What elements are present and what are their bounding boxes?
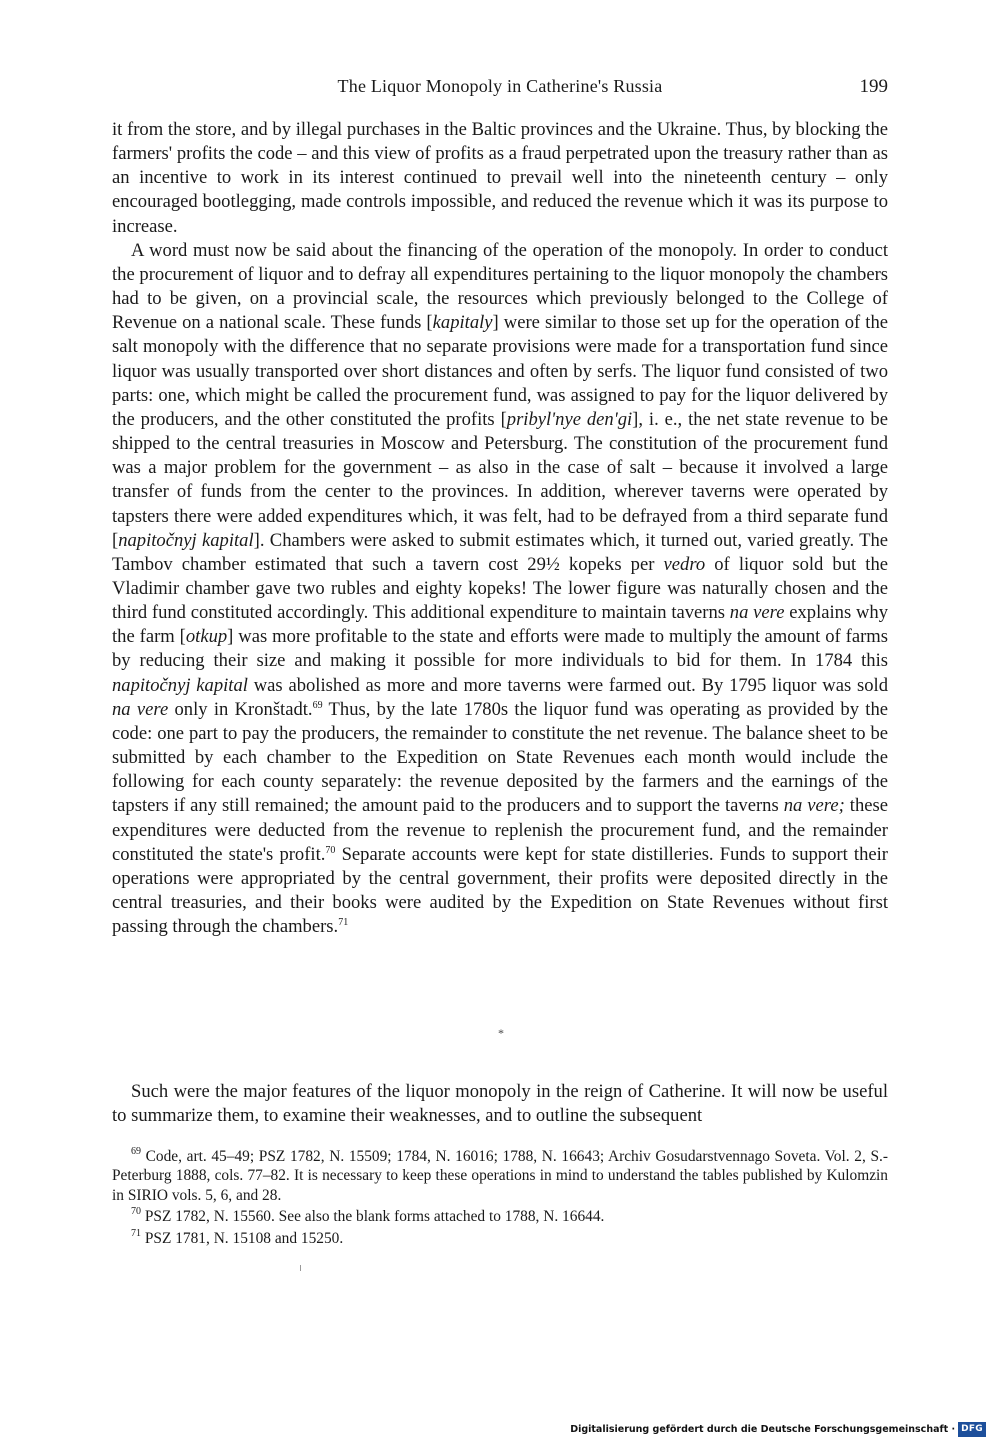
- text-run: these expenditures were deducted from the revenue to replenish the procurement fund, and the remainder constituted the state's profit.: [112, 795, 888, 865]
- russian-term: napitočnyj kapital: [118, 529, 254, 551]
- russian-term: pribyl'nye den'gi: [506, 408, 633, 430]
- text-run: ]. Chambers were asked to submit estimates which, it turned out, varied greatly. The Tambov chamber estimated that such a tavern cost 29½ kopeks per: [112, 529, 888, 575]
- text-run: A word must now be said about the financing of the operation of the monopoly. In order to conduct the procurement of liquor and to defray all expenditures pertaining to the liquor monopoly the chambers had to be given, on a provincial scale, the resources which previously belonged to the College of Revenue on a national scale. These funds [: [112, 239, 888, 334]
- footnote-number: 71: [131, 1227, 141, 1239]
- page-number: 199: [859, 76, 888, 97]
- paragraph-2: [112, 239, 888, 940]
- footnote-69: [112, 1147, 888, 1205]
- closing-text: [112, 1080, 888, 1128]
- text-run: only in Kronštadt.: [168, 698, 313, 720]
- paragraph-3: Such were the major features of the liquor monopoly in the reign of Catherine. It will now be useful to summarize them, to examine their weaknesses, and to outline the subsequent: [112, 1081, 888, 1126]
- footnote-70: [112, 1207, 888, 1226]
- russian-term: na vere: [729, 602, 785, 624]
- text-run: Thus, by the late 1780s the liquor fund was operating as provided by the code: one part to pay the producers, the remainder to constitute the net revenue. The balance sheet to be submitted by each chamber to the Expedition on State Revenues each month would include the following for each county separately: the revenue deposited by the farmers and the earnings of the tapsters if any still remained; the amount paid to the producers and to support the taverns: [112, 698, 889, 817]
- footnote-text: PSZ 1782, N. 15560. See also the blank forms attached to 1788, N. 16644.: [141, 1208, 605, 1226]
- paragraph-1: it from the store, and by illegal purchases in the Baltic provinces and the Ukraine. Thus, by blocking the farmers' profits the code – and this view of profits as a fraud perpetrated upon the treasury rather than as an incentive to work in its interest continued to prevail well into the nineteenth century – only encouraged bootlegging, made controls impossible, and reduced the revenue which it was its purpose to increase.: [112, 119, 888, 237]
- footnote-text: PSZ 1781, N. 15108 and 15250.: [141, 1229, 344, 1247]
- footnote-ref-71: 71: [338, 917, 349, 929]
- russian-term: kapitaly: [432, 312, 493, 334]
- russian-term: otkup: [185, 626, 228, 648]
- running-title: The Liquor Monopoly in Catherine's Russia: [337, 76, 663, 96]
- footnote-ref-69: 69: [312, 699, 323, 711]
- footnote-ref-70: 70: [325, 844, 336, 856]
- text-run: explains why the farm [: [112, 602, 888, 648]
- dfg-logo-icon: DFG: [958, 1422, 986, 1437]
- digitization-credit: [570, 1420, 986, 1438]
- text-run: ] was more profitable to the state and efforts were made to multiply the amount of farms by reducing their size and making it possible for more individuals to bid for them. In 1784 this: [112, 626, 888, 672]
- text-run: was abolished as more and more taverns were farmed out. By 1795 liquor was sold: [247, 674, 888, 696]
- section-break-asterisk: *: [498, 1026, 504, 1040]
- text-run: ] were similar to those set up for the operation of the salt monopoly with the difference that no separate provisions were made for a transportation fund since liquor was usually transported over short distances and often by serfs. The liquor fund consisted of two parts: one, which might be called the procurement fund, was assigned to pay for the liquor delivered by the producers, and the other constituted the profits [: [112, 312, 888, 430]
- russian-term: napitočnyj kapital: [112, 674, 248, 696]
- text-run: Separate accounts were kept for state distilleries. Funds to support their operations were appropriated by the central government, their profits were deposited directly in the central treasuries, and their books were audited by the Expedition on State Revenues without first passing through the chambers.: [112, 843, 888, 938]
- russian-term: na vere;: [783, 795, 845, 817]
- footnote-text: Code, art. 45–49; PSZ 1782, N. 15509; 1784, N. 16016; 1788, N. 16643; Archiv Gosudarstvennago Soveta. Vol. 2, S.-Peterburg 1888, cols. 77–82. It is necessary to keep these operations in mind to understand the tables published by Kulomzin in SIRIO vols. 5, 6, and 28.: [112, 1148, 888, 1204]
- text-run: of liquor sold but the Vladimir chamber gave two rubles and eighty kopeks! The lower figure was naturally chosen and the third fund constituted accordingly. This additional expenditure to maintain taverns: [112, 553, 889, 624]
- footnote-71: [112, 1229, 888, 1248]
- footnotes: [112, 1147, 888, 1248]
- footnote-number: 70: [131, 1206, 141, 1218]
- russian-term: na vere: [112, 698, 169, 720]
- footnote-number: 69: [131, 1146, 141, 1157]
- credit-text: Digitalisierung gefördert durch die Deutsche Forschungsgemeinschaft ·: [570, 1423, 956, 1435]
- russian-term: vedro: [663, 553, 706, 575]
- main-text: [112, 118, 888, 939]
- running-head: [112, 76, 888, 102]
- text-run: ], i. e., the net state revenue to be shipped to the central treasuries in Moscow and Petersburg. The constitution of the procurement fund was a major problem for the government – as also in the case of salt – because it involved a large transfer of funds from the center to the provinces. In addition, wherever taverns were operated by tapsters there were added expenditures which, it was felt, had to be defrayed from a third separate fund [: [112, 408, 888, 551]
- scan-mark: [300, 1265, 301, 1271]
